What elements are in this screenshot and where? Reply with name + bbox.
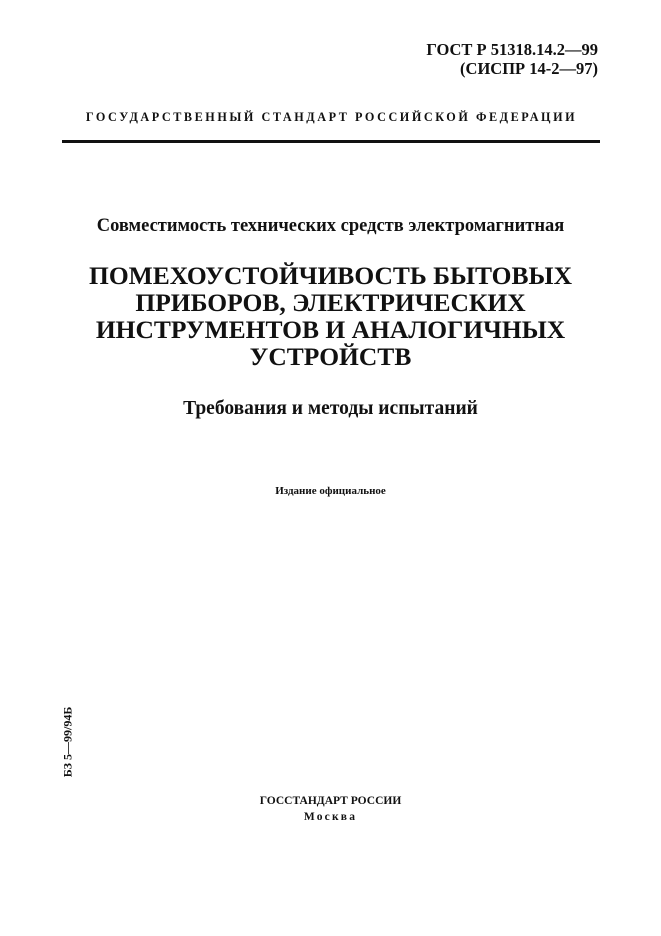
header-divider (62, 140, 600, 143)
publisher-name: ГОССТАНДАРТ РОССИИ (259, 795, 402, 807)
main-title (60, 262, 601, 370)
title-line: ПОМЕХОУСТОЙЧИВОСТЬ БЫТОВЫХ (89, 261, 572, 290)
state-standard-title: ГОСУДАРСТВЕННЫЙ СТАНДАРТ РОССИЙСКОЙ ФЕДЕРАЦИИ (85, 110, 578, 124)
subject-line: Совместимость технических средств электромагнитная (96, 216, 565, 236)
gost-number: ГОСТ Р 51318.14.2—99 (426, 40, 598, 59)
requirements-subtitle: Требования и методы испытаний (183, 398, 478, 419)
title-line: УСТРОЙСТВ (249, 342, 412, 371)
side-code: БЗ 5—99/94Б (60, 706, 75, 778)
cispr-number: (СИСПР 14-2—97) (460, 59, 598, 78)
title-line: ИНСТРУМЕНТОВ И АНАЛОГИЧНЫХ (95, 315, 566, 344)
standard-number-block (426, 40, 598, 78)
publisher-block (0, 793, 661, 825)
title-line: ПРИБОРОВ, ЭЛЕКТРИЧЕСКИХ (135, 288, 526, 317)
edition-label: Издание официальное (275, 485, 386, 497)
publisher-city: Москва (303, 811, 358, 823)
